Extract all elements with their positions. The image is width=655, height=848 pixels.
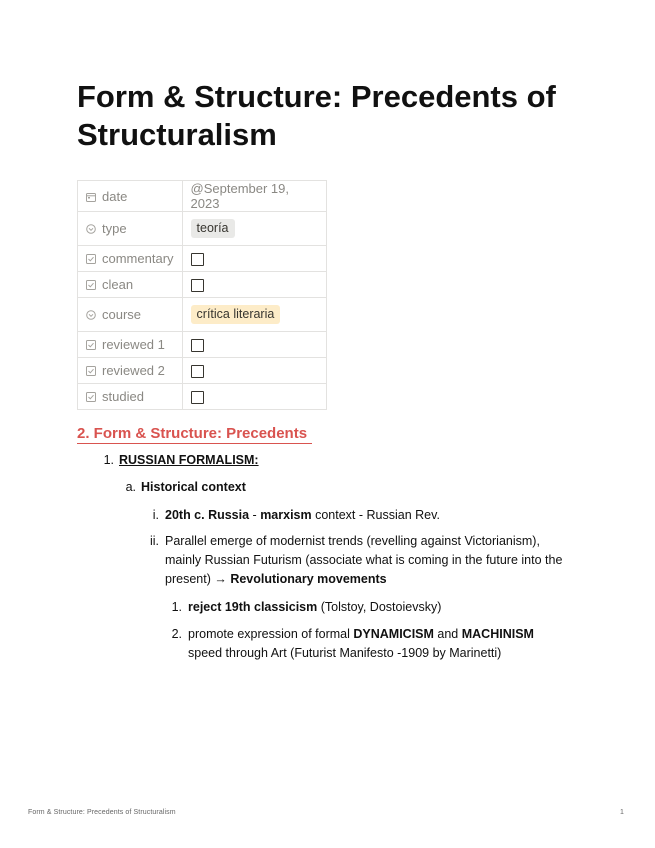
list-item-text: promote expression of formal DYNAMICISM and MACHINISM speed through Art (Futurist Manifesto -1909 by Marinetti) <box>188 627 534 660</box>
property-key <box>78 384 183 410</box>
property-value <box>182 358 326 384</box>
checkbox[interactable] <box>191 253 204 266</box>
list-marker: 2. <box>171 627 182 641</box>
select-icon <box>86 224 96 234</box>
checkbox[interactable] <box>191 391 204 404</box>
date-value[interactable]: @September 19, 2023 <box>190 181 290 211</box>
list-marker: ii. <box>149 534 159 548</box>
checkbox[interactable] <box>191 339 204 352</box>
property-value <box>182 212 326 246</box>
property-row <box>78 212 327 246</box>
list-item-text: RUSSIAN FORMALISM: <box>119 453 259 467</box>
footer-title: Form & Structure: Precedents of Structuralism <box>28 809 176 816</box>
select-tag[interactable]: teoría <box>191 219 235 238</box>
property-key-label: commentary <box>102 251 174 266</box>
property-value <box>182 332 326 358</box>
select-icon <box>86 310 96 320</box>
checkbox-icon <box>86 340 96 350</box>
property-key <box>78 358 183 384</box>
list-marker: a. <box>125 480 136 494</box>
property-value <box>182 181 326 212</box>
property-key-label: reviewed 1 <box>102 337 165 352</box>
property-key <box>78 181 183 212</box>
property-value <box>182 272 326 298</box>
checkbox-icon <box>86 392 96 402</box>
property-key <box>78 212 183 246</box>
property-row <box>78 384 327 410</box>
list-item-text: Historical context <box>141 480 246 494</box>
checkbox-icon <box>86 280 96 290</box>
section-heading: 2. Form & Structure: Precedents <box>77 425 312 444</box>
property-key-label: type <box>102 221 127 236</box>
property-value <box>182 298 326 332</box>
property-key-label: studied <box>102 389 144 404</box>
property-row <box>78 332 327 358</box>
property-key-label: clean <box>102 277 134 292</box>
property-value <box>182 384 326 410</box>
list-marker: 1. <box>103 453 114 467</box>
property-row <box>78 358 327 384</box>
list-marker: 1. <box>171 600 182 614</box>
page-number: 1 <box>620 809 624 816</box>
property-row <box>78 272 327 298</box>
list-marker: i. <box>152 508 159 522</box>
property-key <box>78 246 183 272</box>
property-key <box>78 272 183 298</box>
property-key-label: reviewed 2 <box>102 363 165 378</box>
checkbox[interactable] <box>191 279 204 292</box>
list-item-text: Parallel emerge of modernist trends (revelling against Victorianism), mainly Russian Futurism (associate what is coming in the future into the present) → Revolutionary movements <box>165 534 563 586</box>
property-row <box>78 246 327 272</box>
calendar-icon <box>86 192 96 202</box>
property-key <box>78 332 183 358</box>
list-item-text: 20th c. Russia - marxism context - Russian Rev. <box>165 508 440 522</box>
property-value <box>182 246 326 272</box>
select-tag[interactable]: crítica literaria <box>191 305 281 324</box>
property-key-label: date <box>102 188 128 204</box>
page-title: Form & Structure: Precedents of Structuralism <box>77 79 556 152</box>
property-key-label: course <box>102 307 142 322</box>
property-row <box>78 181 327 212</box>
property-row <box>78 298 327 332</box>
checkbox-icon <box>86 254 96 264</box>
property-key <box>78 298 183 332</box>
checkbox-icon <box>86 366 96 376</box>
checkbox[interactable] <box>191 365 204 378</box>
list-item-text: reject 19th classicism (Tolstoy, Dostoievsky) <box>188 600 442 614</box>
properties-table <box>77 180 327 410</box>
